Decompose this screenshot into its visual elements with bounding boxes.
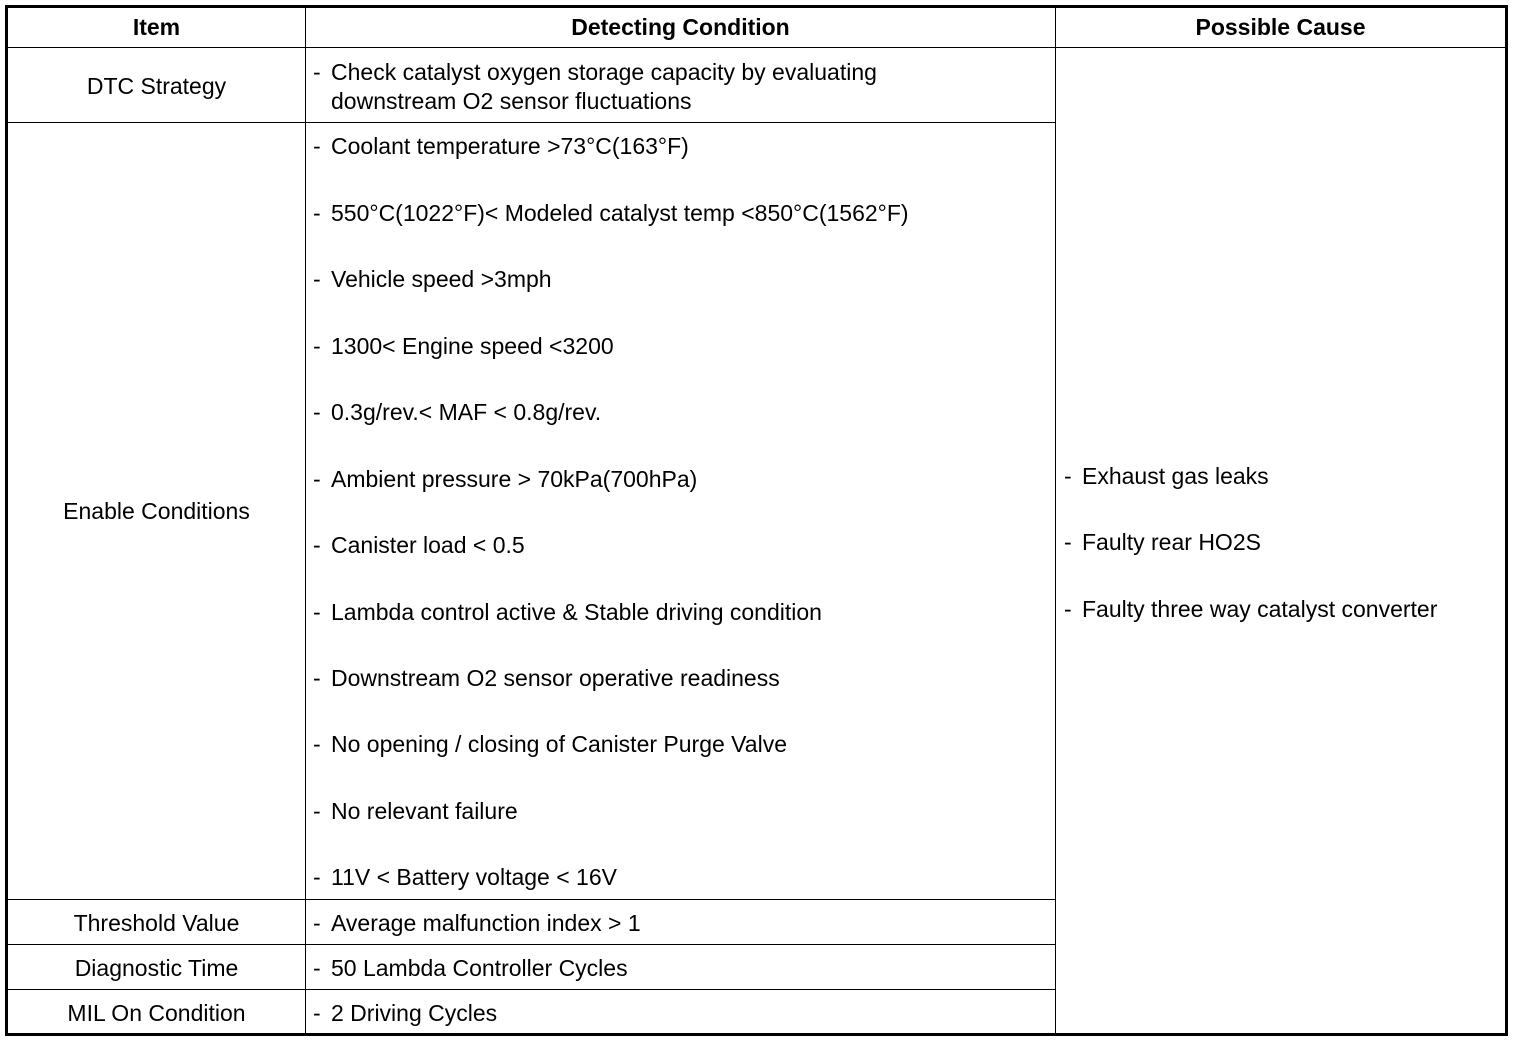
bullet-dash: -	[313, 798, 321, 824]
enable-condition-text: Downstream O2 sensor operative readiness	[331, 665, 780, 691]
bullet-dash: -	[313, 266, 321, 292]
enable-condition-text: 11V < Battery voltage < 16V	[331, 864, 617, 890]
row-divider-enable	[5, 899, 1056, 900]
possible-cause	[1064, 529, 1261, 556]
diagnostic-time-value: 50 Lambda Controller Cycles	[331, 955, 628, 981]
enable-condition-text: 1300< Engine speed <3200	[331, 333, 614, 359]
mil-on-condition-text	[313, 1000, 497, 1027]
diagnostic-time-text	[313, 955, 628, 982]
enable-condition	[313, 532, 525, 559]
enable-condition	[313, 333, 614, 360]
item-mil-on-condition: MIL On Condition	[67, 1000, 246, 1026]
enable-condition	[313, 731, 787, 758]
bullet-dash: -	[313, 910, 321, 936]
row-divider-threshold	[5, 944, 1056, 945]
dtc-strategy-line2: downstream O2 sensor fluctuations	[331, 88, 692, 114]
enable-condition	[313, 466, 697, 493]
threshold-value: Average malfunction index > 1	[331, 910, 641, 936]
col-divider-1	[305, 5, 306, 1036]
bullet-dash: -	[313, 133, 321, 159]
bullet-dash: -	[313, 864, 321, 890]
enable-condition	[313, 665, 780, 692]
bullet-dash: -	[313, 1000, 321, 1026]
possible-cause-text: Faulty rear HO2S	[1082, 529, 1261, 555]
bullet-dash: -	[313, 599, 321, 625]
bullet-dash: -	[313, 399, 321, 425]
bullet-dash: -	[313, 333, 321, 359]
possible-cause-text: Faulty three way catalyst converter	[1082, 596, 1438, 622]
item-threshold-value: Threshold Value	[73, 910, 240, 936]
enable-condition-text: Vehicle speed >3mph	[331, 266, 552, 292]
bullet-dash: -	[313, 955, 321, 981]
enable-condition	[313, 798, 518, 825]
enable-condition-text: 550°C(1022°F)< Modeled catalyst temp <850°C(1562°F)	[331, 200, 909, 226]
enable-condition-text: No relevant failure	[331, 798, 518, 824]
enable-condition-text: Lambda control active & Stable driving condition	[331, 599, 822, 625]
row-divider-diagtime	[5, 989, 1056, 990]
threshold-value-text	[313, 910, 641, 937]
dtc-strategy-text	[313, 58, 877, 116]
possible-cause	[1064, 463, 1269, 490]
dtc-strategy-line1-text: Check catalyst oxygen storage capacity by evaluating	[331, 59, 877, 85]
item-enable-conditions: Enable Conditions	[63, 498, 250, 524]
mil-on-condition-value: 2 Driving Cycles	[331, 1000, 498, 1026]
bullet-dash: -	[1064, 463, 1072, 489]
header-detecting-condition: Detecting Condition	[571, 14, 790, 40]
bullet-dash: -	[1064, 596, 1072, 622]
bullet-dash: -	[313, 731, 321, 757]
item-diagnostic-time: Diagnostic Time	[74, 955, 239, 981]
enable-condition	[313, 266, 552, 293]
bullet-dash: -	[313, 466, 321, 492]
header-divider	[5, 47, 1508, 48]
bullet-dash: -	[313, 665, 321, 691]
enable-condition	[313, 864, 617, 891]
enable-condition-text: Ambient pressure > 70kPa(700hPa)	[331, 466, 698, 492]
enable-condition-text: Coolant temperature >73°C(163°F)	[331, 133, 689, 159]
header-item: Item	[132, 14, 181, 40]
dtc-strategy-line1	[313, 58, 877, 87]
header-possible-cause: Possible Cause	[1195, 14, 1366, 40]
item-dtc-strategy: DTC Strategy	[86, 73, 227, 99]
enable-condition-text: Canister load < 0.5	[331, 532, 525, 558]
bullet-dash: -	[1064, 529, 1072, 555]
possible-cause-text: Exhaust gas leaks	[1082, 463, 1269, 489]
enable-condition	[313, 133, 689, 160]
bullet-dash: -	[313, 532, 321, 558]
enable-condition	[313, 200, 909, 227]
enable-condition-text: No opening / closing of Canister Purge Valve	[331, 731, 788, 757]
enable-condition-text: 0.3g/rev.< MAF < 0.8g/rev.	[331, 399, 602, 425]
enable-condition	[313, 399, 601, 426]
enable-condition	[313, 599, 822, 626]
possible-cause	[1064, 596, 1437, 623]
bullet-dash: -	[313, 59, 321, 85]
bullet-dash: -	[313, 200, 321, 226]
row-divider-dtc	[5, 122, 1056, 123]
col-divider-2	[1055, 5, 1056, 1036]
